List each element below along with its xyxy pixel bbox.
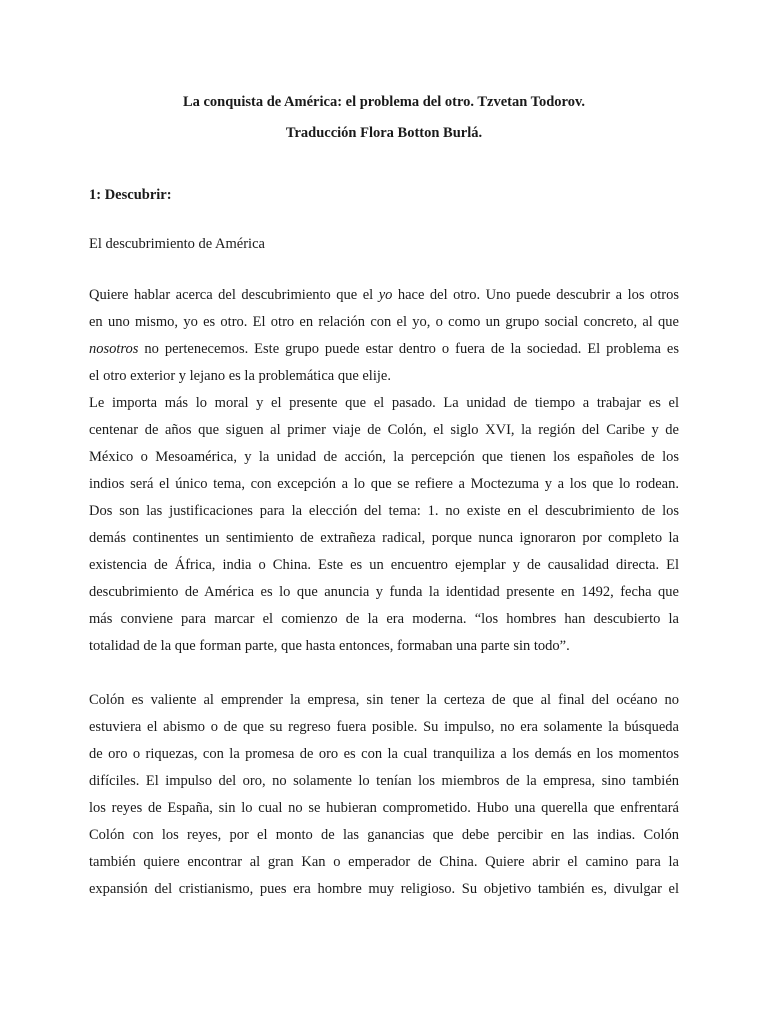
- paragraph-line: totalidad de la que forman parte, que hasta entonces, formaban una parte sin todo”.: [89, 638, 570, 654]
- paragraph-line: Dos son las justificaciones para la elección del tema: 1. no existe en el descubrimiento de los: [89, 503, 679, 519]
- paragraph-line: Quiere hablar acerca del descubrimiento que el yo hace del otro. Uno puede descubrir a los otros: [89, 287, 679, 303]
- paragraph-line: también quiere encontrar al gran Kan o emperador de China. Quiere abrir el camino para la: [89, 854, 679, 870]
- paragraph-line: el otro exterior y lejano es la problemática que elije.: [89, 368, 391, 384]
- paragraph-line: estuviera el abismo o de que su regreso fuera posible. Su impulso, no era solamente la búsqueda: [89, 719, 679, 735]
- paragraph-line: los reyes de España, sin lo cual no se hubieran comprometido. Hubo una querella que enfrentará: [89, 800, 679, 816]
- paragraph-line: Colón es valiente al emprender la empresa, sin tener la certeza de que al final del océano no: [89, 692, 679, 708]
- paragraph-line: demás continentes un sentimiento de extrañeza radical, porque nunca ignoraron por completo la: [89, 530, 679, 546]
- paragraph-line: nosotros no pertenecemos. Este grupo puede estar dentro o fuera de la sociedad. El problema es: [89, 341, 679, 357]
- paragraph-2: [89, 687, 679, 903]
- paragraph-line: descubrimiento de América es lo que anuncia y funda la identidad presente en 1492, fecha que: [89, 584, 679, 600]
- paragraph-line: existencia de África, india o China. Este es un encuentro ejemplar y de causalidad directa. El: [89, 557, 679, 573]
- paragraph-line: difíciles. El impulso del oro, no solamente lo tenían los miembros de la empresa, sino también: [89, 773, 679, 789]
- paragraph-line: centenar de años que siguen al primer viaje de Colón, el siglo XVI, la región del Caribe y de: [89, 422, 679, 438]
- paragraph-line: de oro o riquezas, con la promesa de oro es con la cual tranquiliza a los demás en los momentos: [89, 746, 679, 762]
- document-title: La conquista de América: el problema del otro. Tzvetan Todorov.: [182, 94, 586, 110]
- paragraph-line: más conviene para marcar el comienzo de la era moderna. “los hombres han descubierto la: [89, 611, 679, 627]
- section-heading: 1: Descubrir:: [89, 187, 172, 203]
- paragraph-line: Colón con los reyes, por el monto de las ganancias que debe percibir en las indias. Colón: [89, 827, 679, 843]
- subheading: El descubrimiento de América: [89, 236, 265, 252]
- paragraph-line: México o Mesoamérica, y la unidad de acción, la percepción que tienen los españoles de los: [89, 449, 679, 465]
- translation-credit: Traducción Flora Botton Burlá.: [285, 125, 483, 141]
- paragraph-line: expansión del cristianismo, pues era hombre muy religioso. Su objetivo también es, divulgar el: [89, 881, 679, 897]
- paragraph-line: en uno mismo, yo es otro. El otro en relación con el yo, o como un grupo social concreto, al que: [89, 314, 679, 330]
- paragraph-line: Le importa más lo moral y el presente que el pasado. La unidad de tiempo a trabajar es el: [89, 395, 679, 411]
- paragraph-line: indios será el único tema, con excepción a lo que se refiere a Moctezuma y a los que lo rodean.: [89, 476, 679, 492]
- paragraph-1: [89, 282, 679, 660]
